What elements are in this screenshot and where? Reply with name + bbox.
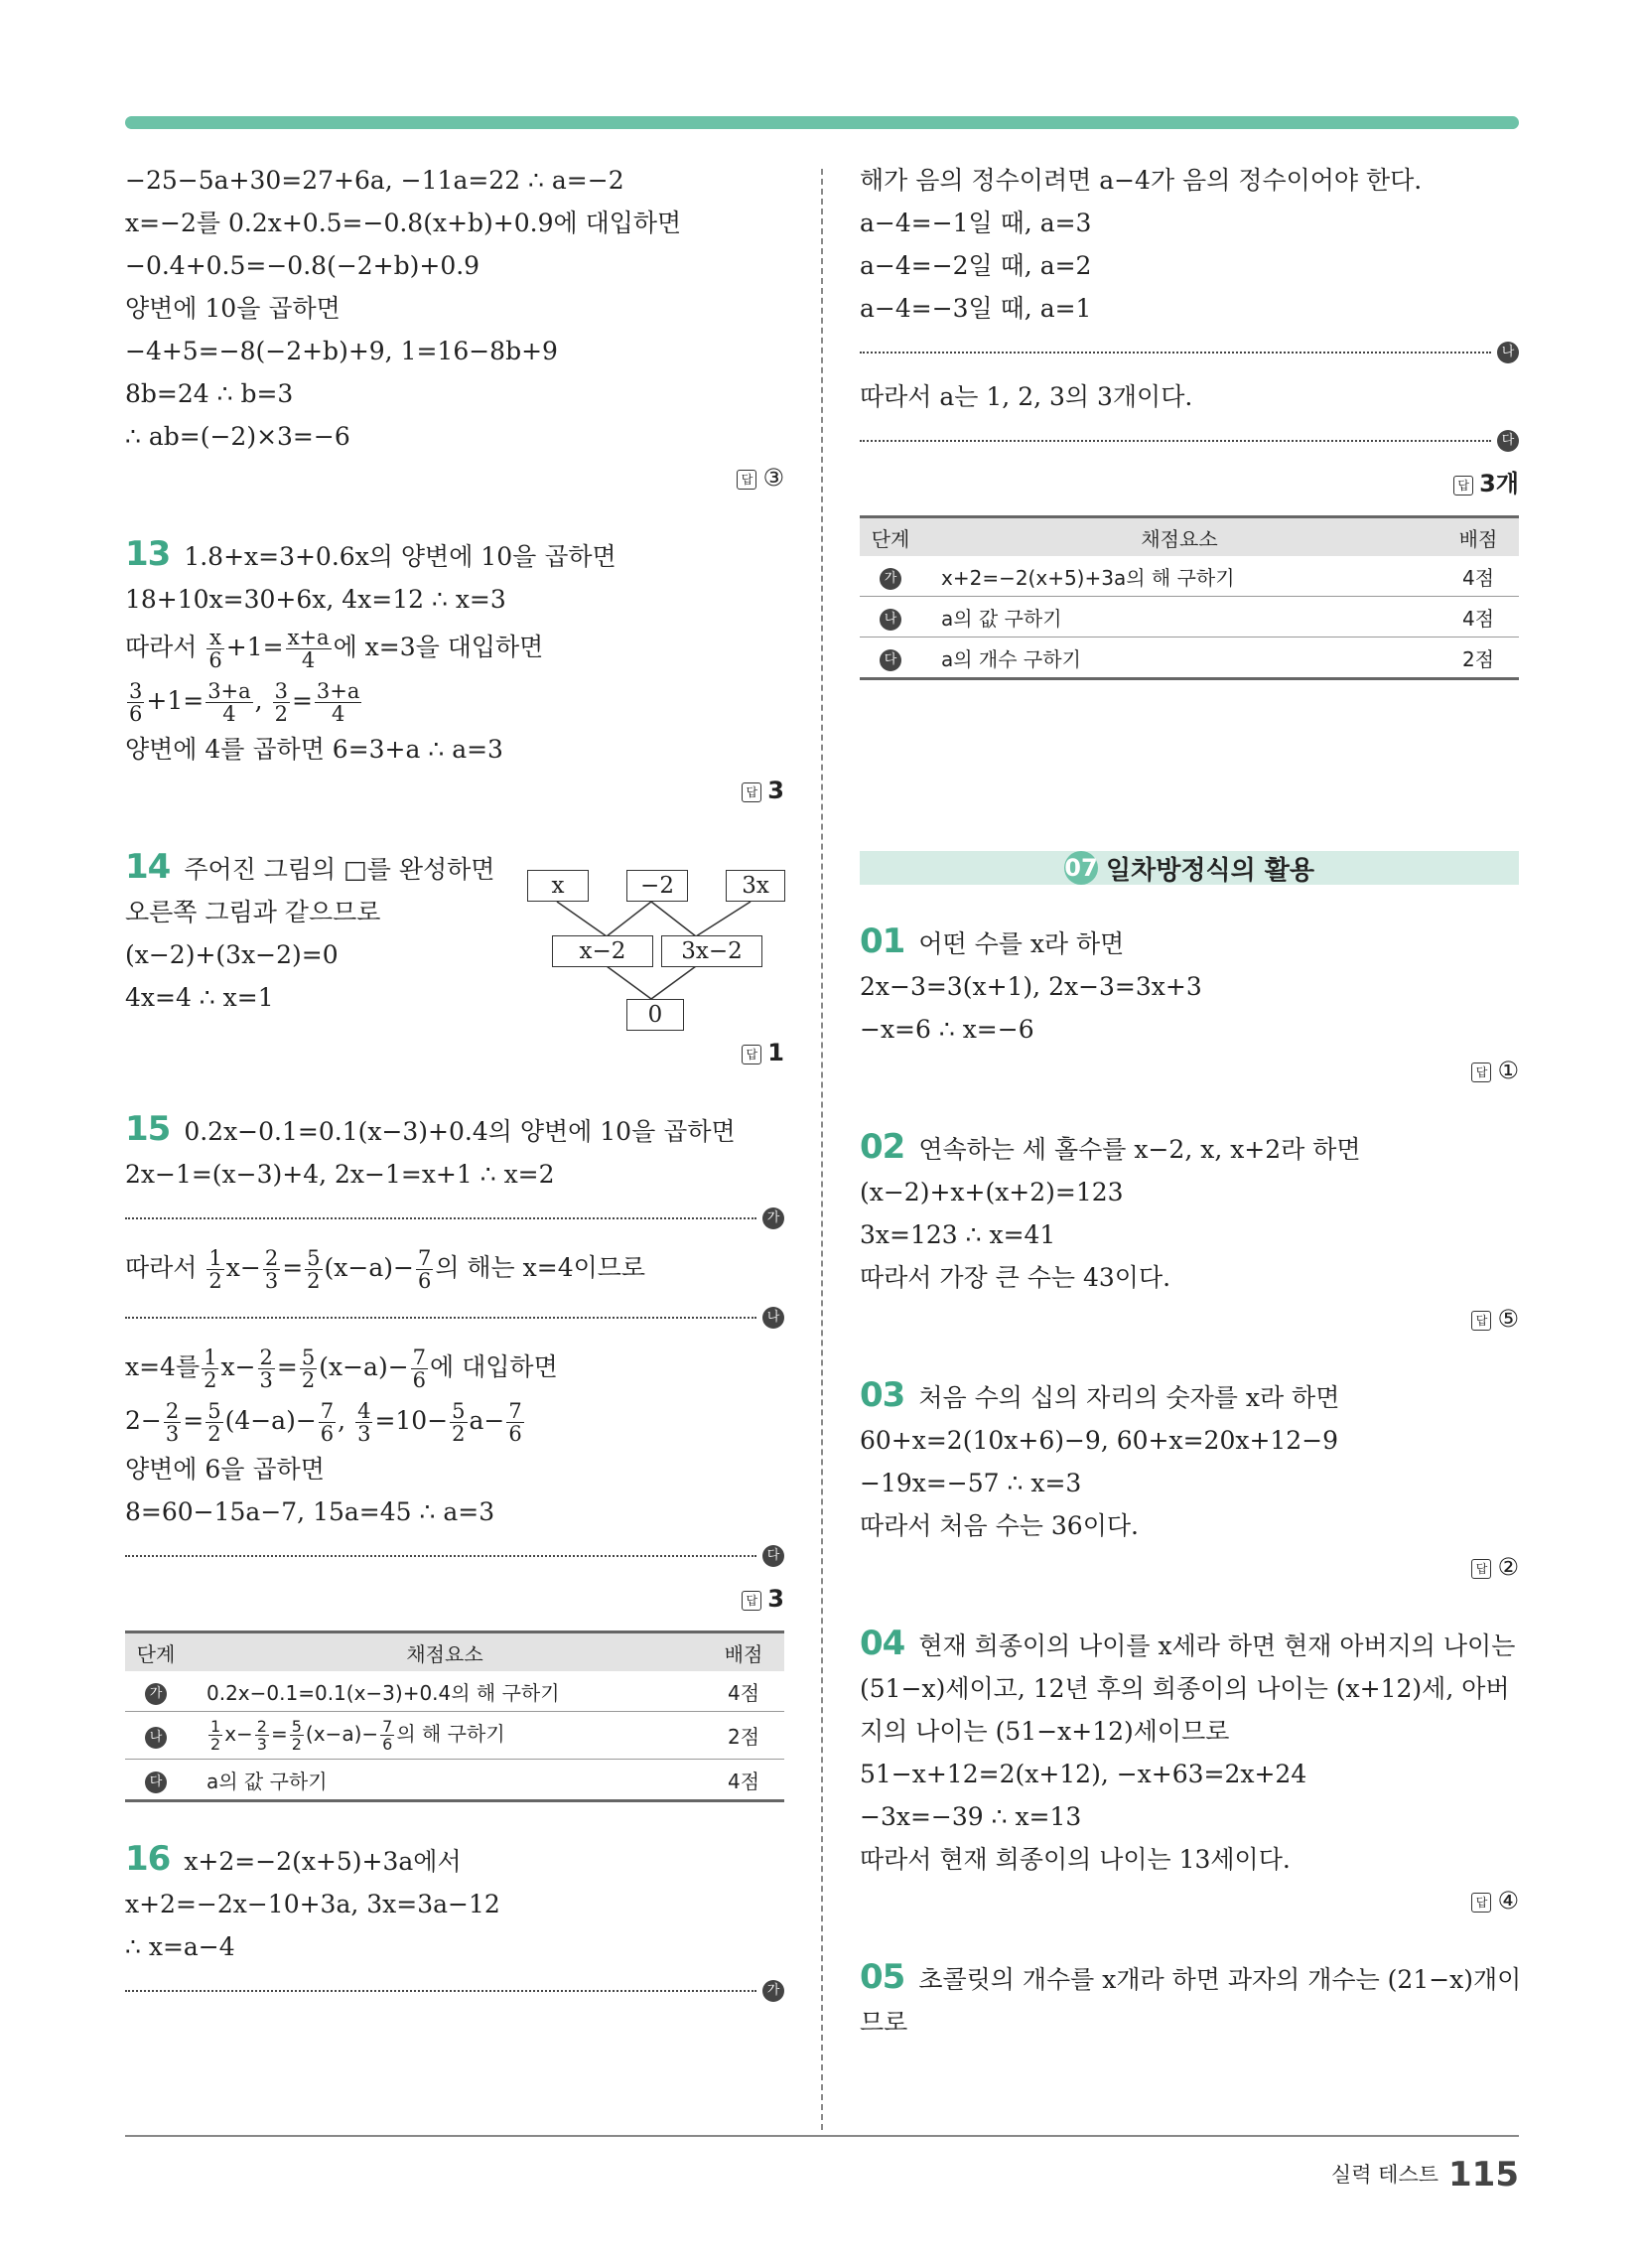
fraction: $\frac{3+a}{4}$ — [207, 679, 251, 726]
problem-02: 02 연속하는 세 홀수를 x−2, x, x+2라 하면 — [860, 1127, 1361, 1167]
step-divider: 다 — [125, 1541, 784, 1571]
text-line: a−4=−2일 때, a=2 — [860, 251, 1092, 280]
section-number: 07 — [1064, 851, 1098, 885]
column-divider — [821, 169, 823, 2130]
fraction: $\frac{3}{2}$ — [274, 679, 288, 726]
scoring-table-15: 단계 채점요소 배점 가 0.2x−0.1=0.1(x−3)+0.4의 해 구하기 4점 나 $\frac{1}{2}$ x− $\frac{2}{3}$ = $\frac{5}{2}$ (x−a)− $\frac{7}{6}$ 의 해 구하기 2점 다 a의 값 구하기 4점 — [125, 1630, 784, 1802]
problem-number: 15 — [125, 1109, 171, 1149]
answer-badge: 답 — [737, 470, 756, 490]
tree-box: 3x−2 — [661, 935, 762, 967]
answer-12: 답 ③ — [125, 458, 784, 497]
top-accent-bar — [125, 116, 1519, 129]
table-row: 가 0.2x−0.1=0.1(x−3)+0.4의 해 구하기 4점 — [125, 1671, 784, 1712]
page-footer — [1331, 2155, 1519, 2195]
text-line: 8=60−15a−7, 15a=45 ∴ a=3 — [125, 1497, 495, 1526]
text-line: −25−5a+30=27+6a, −11a=22 ∴ a=−2 — [125, 166, 624, 195]
problem-13: 13 1.8+x=3+0.6x의 양변에 10을 곱하면 — [125, 534, 616, 574]
page-number: 115 — [1448, 2155, 1519, 2195]
fraction: $\frac{3+a}{4}$ — [316, 679, 360, 726]
left-column — [125, 159, 784, 2014]
step-divider: 나 — [125, 1303, 784, 1333]
answer-03: 답 ② — [860, 1547, 1519, 1587]
text-line: ∴ ab=(−2)×3=−6 — [125, 422, 350, 451]
table-row: 나 $\frac{1}{2}$ x− $\frac{2}{3}$ = $\frac{5}{2}$ (x−a)− $\frac{7}{6}$ 의 해 구하기 2점 — [125, 1712, 784, 1760]
text-line: x+2=−2x−10+3a, 3x=3a−12 — [125, 1890, 500, 1918]
problem-15: 15 0.2x−0.1=0.1(x−3)+0.4의 양변에 10을 곱하면 — [125, 1109, 736, 1149]
problem-number: 13 — [125, 534, 171, 574]
text-line: 양변에 4를 곱하면 6=3+a ∴ a=3 — [125, 735, 503, 764]
problem-number: 16 — [125, 1839, 171, 1879]
problem-16: 16 x+2=−2(x+5)+3a에서 — [125, 1839, 462, 1879]
table-row: 다 a의 개수 구하기 2점 — [860, 638, 1519, 679]
text-line: −0.4+0.5=−0.8(−2+b)+0.9 — [125, 251, 480, 280]
text-line: 18+10x=30+6x, 4x=12 ∴ x=3 — [125, 585, 506, 614]
table-row: 나 a의 값 구하기 4점 — [860, 597, 1519, 638]
text-line: a−4=−3일 때, a=1 — [860, 294, 1092, 323]
answer-02: 답 ⑤ — [860, 1299, 1519, 1339]
answer-16: 답 3개 — [860, 464, 1519, 503]
section-header — [860, 851, 1519, 885]
text-line: a−4=−1일 때, a=3 — [860, 209, 1092, 237]
answer-01: 답 ① — [860, 1051, 1519, 1090]
problem-03: 03 처음 수의 십의 자리의 숫자를 x라 하면 — [860, 1375, 1340, 1415]
step-divider: 가 — [125, 1976, 784, 2006]
table-row: 가 x+2=−2(x+5)+3a의 해 구하기 4점 — [860, 556, 1519, 597]
answer-15: 답 3 — [125, 1579, 784, 1619]
text-line: −4+5=−8(−2+b)+9, 1=16−8b+9 — [125, 337, 558, 365]
text-line: 2x−1=(x−3)+4, 2x−1=x+1 ∴ x=2 — [125, 1160, 555, 1189]
scoring-table-16: 단계 채점요소 배점 가 x+2=−2(x+5)+3a의 해 구하기 4점 나 a의 값 구하기 4점 다 a의 개수 구하기 2점 — [860, 515, 1519, 680]
problem-14: 14 주어진 그림의 □를 완성하면 오른쪽 그림과 같으므로 (x−2)+(3x−2)=0 4x=4 ∴ x=1 x −2 3x x−2 3x−2 0 — [125, 846, 784, 1015]
text-line: 해가 음의 정수이려면 a−4가 음의 정수이어야 한다. — [860, 166, 1423, 195]
text-line: 따라서 $\frac{1}{2}$ x− $\frac{2}{3}$ = $\frac{5}{2}$ (x−a)− $\frac{7}{6}$ 의 해는 x=4이므로 — [125, 1246, 646, 1293]
text-line: x=−2를 0.2x+0.5=−0.8(x+b)+0.9에 대입하면 — [125, 209, 682, 237]
problem-04: 04 현재 희종이의 나이를 x세라 하면 현재 아버지의 나이는 — [860, 1624, 1516, 1663]
section-title: 일차방정식의 활용 — [1106, 855, 1314, 886]
fraction: $\frac{x}{6}$ — [208, 626, 222, 672]
answer-04: 답 ④ — [860, 1881, 1519, 1920]
right-column: 해가 음의 정수이려면 a−4가 음의 정수이어야 한다. a−4=−1일 때, a=3 a−4=−2일 때, a=2 a−4=−3일 때, a=1 나 따라서 a는 1, 2, 3의 3개이다. 다 답 3개 단계 채점요소 배점 가 x+2=−2(x+5)+3a의 해 구하기 4점 나 a의 값 구하기 4점 다 a의 개수 구하기 2점 07 일차방정식의 활용 01 어떤 수를 x라 하면 2x−3=3(x+1), 2x−3=3x+3 −x=6 ∴ x=−6 답 ① 02 연속하는 세 홀수를 x−2, x, x+2라 하면 (x−2)+x+(x+2)=123 3x=123 ∴ x=41 따라서 가장 큰 수는 43이다. 답 ⑤ 03 처음 수의 십의 자리의 숫자를 x라 하면 60+x=2(10x+6)−9, 60+x=20x+12−9 −19x=−57 ∴ x=3 따라서 처음 수는 36이다. 답 ② 04 현재 희종이의 나이를 x세라 하면 현재 아버지의 나이는 (51−x)세이고, 12년 후의 희종이의 나이는 (x+12)세, 아버 지의 나이는 (51−x+12)세이므로 51−x+12=2(x+12), −x+63=2x+24 −3x=−39 ∴ x=13 따라서 현재 희종이의 나이는 13세이다. 답 ④ 05 초콜릿의 개수를 x개라 하면 과자의 개수는 (21−x)개이 므로 — [860, 159, 1519, 2044]
text-line: 8b=24 ∴ b=3 — [125, 379, 294, 408]
text-line: $\frac{3}{6}$ +1= $\frac{3+a}{4}$ , $\frac{3}{2}$ = $\frac{3+a}{4}$ — [129, 679, 360, 726]
tree-box: x−2 — [552, 935, 653, 967]
answer-14: 답 1 — [125, 1033, 784, 1072]
tree-box: −2 — [626, 870, 688, 902]
answer-13: 답 3 — [125, 771, 784, 810]
step-divider: 다 — [860, 426, 1519, 456]
text-line: 양변에 10을 곱하면 — [125, 294, 341, 323]
step-divider: 가 — [125, 1204, 784, 1233]
step-divider: 나 — [860, 338, 1519, 367]
fraction: $\frac{x+a}{4}$ — [287, 626, 330, 672]
tree-box: x — [527, 870, 589, 902]
footer-label: 실력 테스트 — [1330, 2163, 1439, 2187]
text-line: ∴ x=a−4 — [125, 1932, 235, 1961]
tree-box: 0 — [626, 999, 684, 1031]
problem-01: 01 어떤 수를 x라 하면 — [860, 921, 1125, 961]
fraction: $\frac{3}{6}$ — [129, 679, 143, 726]
text-line: 양변에 6을 곱하면 — [125, 1455, 325, 1484]
text-line: x=4를 $\frac{1}{2}$ x− $\frac{2}{3}$ = $\frac{5}{2}$ (x−a)− $\frac{7}{6}$ 에 대입하면 — [125, 1346, 558, 1392]
text-line: 따라서 a는 1, 2, 3의 3개이다. — [860, 382, 1193, 411]
footer-rule — [125, 2135, 1519, 2137]
table-row: 다 a의 값 구하기 4점 — [125, 1760, 784, 1801]
tree-box: 3x — [726, 870, 785, 902]
text-line: 2− $\frac{2}{3}$ = $\frac{5}{2}$ (4−a)− $\frac{7}{6}$ , $\frac{4}{3}$ =10− $\frac{5}{2}$ a− $\frac{7}{6}$ — [125, 1399, 522, 1446]
text-line: 따라서 $\frac{x}{6}$ +1= $\frac{x+a}{4}$ 에 x=3을 대입하면 — [125, 626, 544, 672]
problem-05: 05 초콜릿의 개수를 x개라 하면 과자의 개수는 (21−x)개이 — [860, 1957, 1522, 1997]
problem-number: 14 — [125, 847, 171, 887]
